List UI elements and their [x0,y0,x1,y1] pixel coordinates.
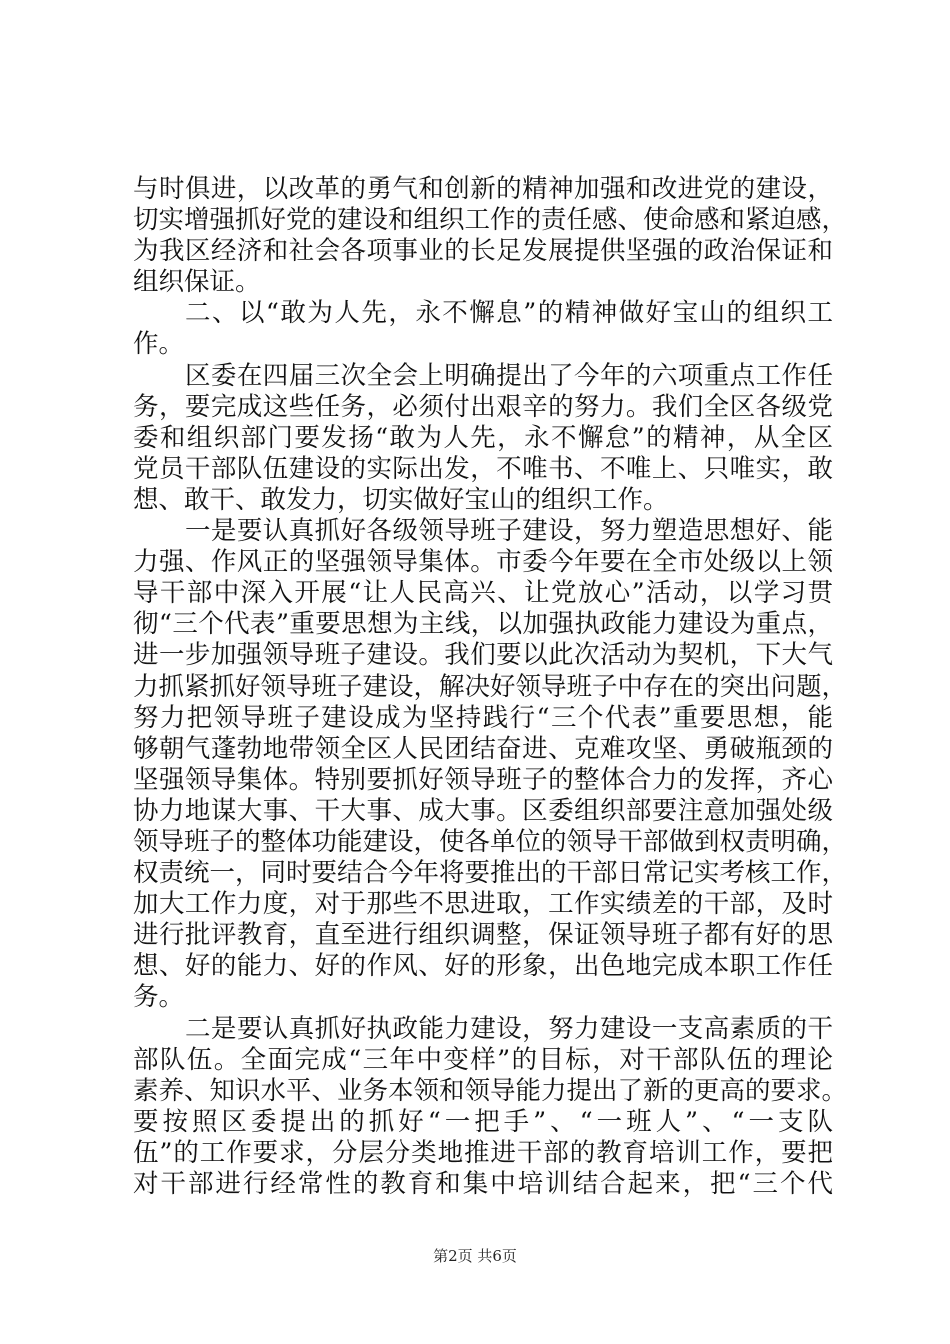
text-line: 协力地谋大事、干大事、成大事。区委组织部要注意加强处级 [133,795,833,826]
text-line: 够朝气蓬勃地带领全区人民团结奋进、克难攻坚、勇破瓶颈的 [133,733,833,764]
text-line: 党员干部队伍建设的实际出发，不唯书、不唯上、只唯实，敢 [133,453,833,484]
text-line: 坚强领导集体。特别要抓好领导班子的整体合力的发挥，齐心 [133,764,833,795]
document-body [133,174,848,1200]
text-line: 权责统一，同时要结合今年将要推出的干部日常记实考核工作， [133,858,848,889]
text-line: 区委在四届三次全会上明确提出了今年的六项重点工作任 [185,360,833,391]
page-footer: 第2页 共6页 [433,1247,517,1265]
text-line: 进行批评教育，直至进行组织调整，保证领导班子都有好的思 [133,920,833,951]
text-line: 二是要认真抓好执政能力建设，努力建设一支高素质的干 [185,1013,833,1044]
text-line: 务。 [133,982,185,1013]
text-line: 想、敢干、敢发力，切实做好宝山的组织工作。 [133,484,669,515]
text-line: 加大工作力度，对于那些不思进取，工作实绩差的干部，及时 [133,889,833,920]
text-line: 与时俱进，以改革的勇气和创新的精神加强和改进党的建设， [133,174,833,204]
text-line: 作。 [133,329,185,360]
text-line: 素养、知识水平、业务本领和领导能力提出了新的更高的要求。 [133,1075,848,1106]
text-line: 务，要完成这些任务，必须付出艰辛的努力。我们全区各级党 [133,391,833,422]
text-line: 为我区经济和社会各项事业的长足发展提供坚强的政治保证和 [133,236,833,267]
text-line: 二、以“敢为人先，永不懈息”的精神做好宝山的组织工 [185,298,833,329]
text-line: 组织保证。 [133,267,261,298]
text-line: 力强、作风正的坚强领导集体。市委今年要在全市处级以上领 [133,547,833,578]
text-line: 进一步加强领导班子建设。我们要以此次活动为契机，下大气 [133,640,833,671]
text-line: 部队伍。全面完成“三年中变样”的目标，对干部队伍的理论 [133,1044,833,1075]
text-line: 彻“三个代表”重要思想为主线，以加强执政能力建设为重点， [133,609,833,640]
text-line: 导干部中深入开展“让人民高兴、让党放心”活动，以学习贯 [133,578,833,609]
text-line: 切实增强抓好党的建设和组织工作的责任感、使命感和紧迫感， [133,205,848,236]
text-line: 伍”的工作要求，分层分类地推进干部的教育培训工作，要把 [133,1137,833,1168]
text-line: 要按照区委提出的抓好“一把手”、“一班人”、“一支队 [133,1106,833,1137]
text-line: 努力把领导班子建设成为坚持践行“三个代表”重要思想，能 [133,702,833,733]
text-line: 一是要认真抓好各级领导班子建设，努力塑造思想好、能 [185,516,833,547]
text-line: 力抓紧抓好领导班子建设，解决好领导班子中存在的突出问题， [133,671,848,702]
text-line: 想、好的能力、好的作风、好的形象，出色地完成本职工作任 [133,951,833,982]
text-line: 对干部进行经常性的教育和集中培训结合起来，把“三个代 [133,1169,833,1199]
text-line: 委和组织部门要发扬“敢为人先，永不懈怠”的精神，从全区 [133,422,833,453]
text-line: 领导班子的整体功能建设，使各单位的领导干部做到权责明确， [133,826,848,857]
